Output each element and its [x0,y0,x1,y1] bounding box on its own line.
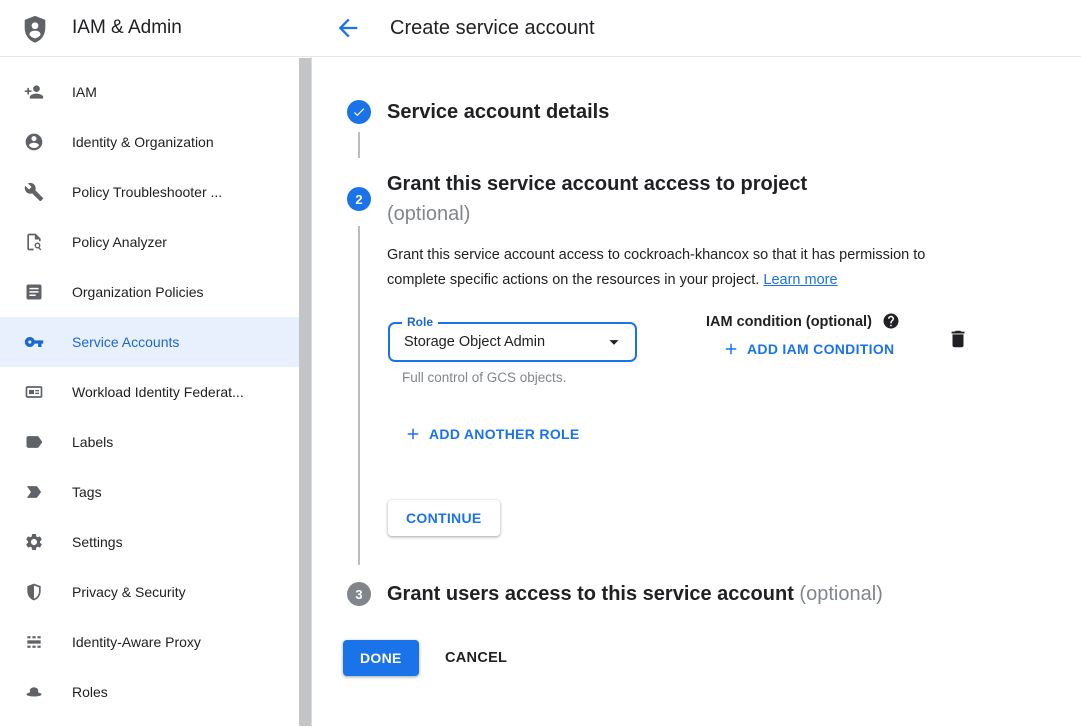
sidebar-item-label: IAM [72,84,97,100]
add-another-role-label: ADD ANOTHER ROLE [429,426,580,442]
plus-icon [722,340,740,358]
step3-title [387,582,883,606]
sidebar-item-label: Settings [72,534,123,550]
step3-circle [347,582,371,606]
page-title: Create service account [390,17,595,39]
continue-button[interactable]: CONTINUE [388,500,500,536]
article-icon [24,282,44,302]
hat-icon [24,682,44,702]
add-another-role-button[interactable] [404,424,580,444]
step3-title-optional: (optional) [799,583,883,605]
sidebar-item-identity-aware-proxy[interactable] [0,617,299,667]
sidebar-item-labels[interactable] [0,417,299,467]
chevron-down-icon [603,331,625,353]
step3-number: 3 [355,586,363,602]
cancel-button[interactable]: CANCEL [437,640,515,676]
sidebar-item-label: Policy Troubleshooter ... [72,184,223,200]
sidebar-scrollbar-track [297,57,311,727]
sidebar-item-label: Roles [72,684,108,700]
plus-icon [404,425,422,443]
sidebar-item-settings[interactable] [0,517,299,567]
sidebar-item-policy-analyzer[interactable] [0,217,299,267]
delete-role-icon[interactable] [947,328,969,350]
learn-more-link[interactable]: Learn more [763,272,838,288]
person-add-icon [24,82,44,102]
step2-title: Grant this service account access to project [387,173,808,195]
role-helper-text: Full control of GCS objects. [402,370,567,385]
sidebar-item-label: Organization Policies [72,284,204,300]
badge-card-icon [24,382,44,402]
check-icon [352,105,366,119]
done-button[interactable]: DONE [343,640,419,676]
sidebar-item-service-accounts[interactable] [0,317,299,367]
label-icon [24,432,44,452]
role-field-label: Role [402,315,438,329]
sidebar-scrollbar-thumb[interactable] [299,58,311,726]
sidebar-item-label: Labels [72,434,114,450]
service-account-key-icon [24,332,44,352]
help-icon[interactable] [882,312,900,330]
product-name: IAM & Admin [72,17,182,38]
sidebar-item-roles[interactable] [0,667,299,717]
sidebar-item-label: Privacy & Security [72,584,186,600]
top-header [0,0,1081,57]
step1-completed-circle [347,100,371,124]
wrench-icon [24,182,44,202]
step2-description [387,243,981,293]
step2-number: 2 [355,191,363,207]
sidebar-item-label: Tags [72,484,102,500]
step3-title-text: Grant users access to this service account [387,583,794,605]
sidebar-divider [311,0,312,727]
sidebar-item-privacy-security[interactable] [0,567,299,617]
sidebar-item-label: Service Accounts [72,334,180,350]
iam-condition-label: IAM condition (optional) [706,314,872,330]
iam-admin-shield-icon [20,13,50,44]
sidebar-item-organization-policies[interactable] [0,267,299,317]
sidebar-item-tags[interactable] [0,467,299,517]
role-selected-value: Storage Object Admin [404,334,546,350]
sidebar-item-policy-troubleshooter[interactable] [0,167,299,217]
add-iam-condition-button[interactable] [722,339,894,359]
add-iam-condition-label: ADD IAM CONDITION [747,341,895,357]
step-connector [358,226,360,565]
sidebar-item-label: Workload Identity Federat... [72,384,244,400]
iam-admin-sidebar [0,57,299,727]
shield-half-icon [24,582,44,602]
gear-icon [24,532,44,552]
role-dropdown[interactable] [388,315,637,362]
sidebar-item-iam[interactable] [0,67,299,117]
step2-description-text: Grant this service account access to cockroach-khancox so that it has permission to complete specific actions on the resources in your project. [387,247,926,288]
step2-title-optional: (optional) [387,203,471,225]
step1-title: Service account details [387,101,610,123]
sidebar-item-label: Identity & Organization [72,134,214,150]
back-arrow-icon[interactable] [334,14,362,42]
sidebar-item-label: Policy Analyzer [72,234,167,250]
tag-arrow-icon [24,482,44,502]
step-connector [358,132,360,158]
doc-search-icon [24,232,44,252]
sidebar-item-workload-identity-federation[interactable] [0,367,299,417]
sidebar-item-identity-organization[interactable] [0,117,299,167]
step2-circle [347,187,371,211]
proxy-icon [24,632,44,652]
sidebar-item-label: Identity-Aware Proxy [72,634,201,650]
account-circle-icon [24,132,44,152]
